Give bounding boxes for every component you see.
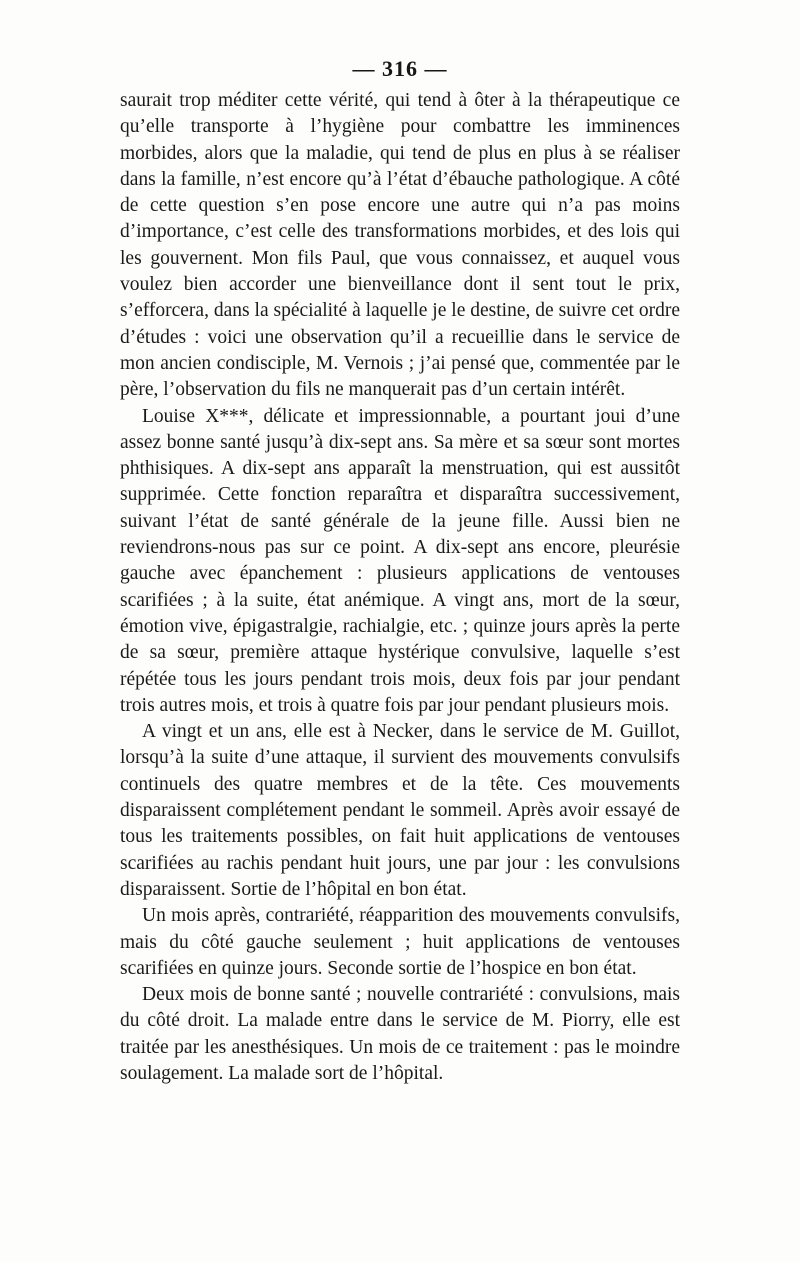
body-text xyxy=(120,88,680,1087)
paragraph: A vingt et un ans, elle est à Necker, dans le service de M. Guillot, lorsqu’à la suite d’une attaque, il survient des mouvements convulsifs continuels des quatre membres et de la tête. Ces mouvements disparaissent complétement pendant le sommeil. Après avoir essayé de tous les traitements possibles, on fait huit applications de ventouses scarifiées au rachis pendant huit jours, une par jour : les convulsions disparaissent. Sortie de l’hôpital en bon état. xyxy=(120,721,680,900)
paragraph: Un mois après, contrariété, réapparition des mouvements convulsifs, mais du côté gauche seulement ; huit applications de ventouses scarifiées en quinze jours. Seconde sortie de l’hospice en bon état. xyxy=(120,905,680,979)
paragraph: saurait trop méditer cette vérité, qui tend à ôter à la thérapeutique ce qu’elle transporte à l’hygiène pour combattre les imminences morbides, alors que la maladie, qui tend de plus en plus à se réaliser dans la famille, n’est encore qu’à l’état d’ébauche pathologique. A côté de cette question s’en pose encore une autre qui n’a pas moins d’importance, c’est celle des transformations morbides, et des lois qui les gouvernent. Mon fils Paul, que vous connaissez, et auquel vous voulez bien accorder une bienveillance dont il sent tout le prix, s’efforcera, dans la spécialité à laquelle je le destine, de suivre cet ordre d’études : voici une observation qu’il a recueillie dans le service de mon ancien condisciple, M. Vernois ; j’ai pensé que, commentée par le père, l’observation du fils ne manquerait pas d’un certain intérêt. xyxy=(120,90,680,401)
paragraph: Deux mois de bonne santé ; nouvelle contrariété : convulsions, mais du côté droit. La malade entre dans le service de M. Piorry, elle est traitée par les anesthésiques. Un mois de ce traitement : pas le moindre soulagement. La malade sort de l’hôpital. xyxy=(120,984,680,1084)
paragraph: Louise X***, délicate et impressionnable, a pourtant joui d’une assez bonne santé jusqu’à dix-sept ans. Sa mère et sa sœur sont mortes phthisiques. A dix-sept ans apparaît la menstruation, qui est aussitôt supprimée. Cette fonction reparaîtra et disparaîtra successivement, suivant l’état de santé générale de la jeune fille. Aussi bien ne reviendrons-nous pas sur ce point. A dix-sept ans encore, pleurésie gauche avec épanchement : plusieurs applications de ventouses scarifiées ; à la suite, état anémique. A vingt ans, mort de la sœur, émotion vive, épigastralgie, rachialgie, etc. ; quinze jours après la perte de sa sœur, première attaque hystérique convulsive, laquelle s’est répétée tous les jours pendant trois mois, deux fois par jour pendant trois autres mois, et trois à quatre fois par jour pendant plusieurs mois. xyxy=(120,405,680,716)
page-number: — 316 — xyxy=(352,56,448,81)
